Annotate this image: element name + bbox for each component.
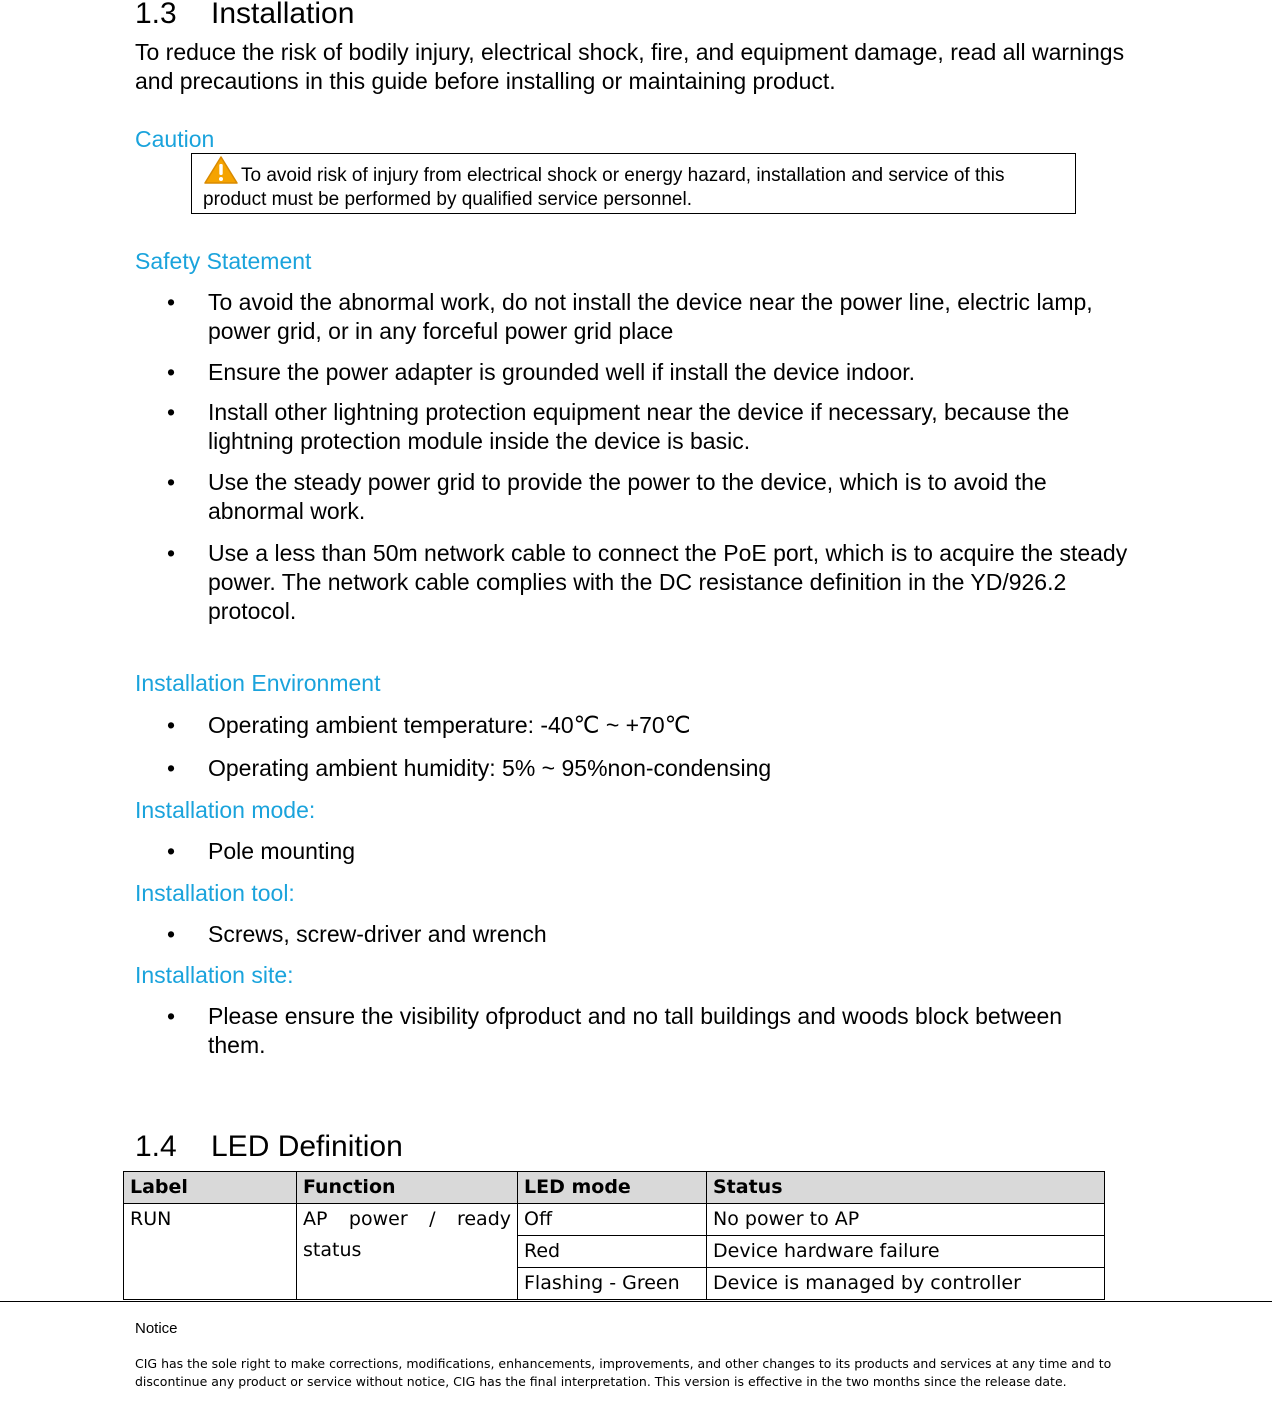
safety-item: Install other lightning protection equipment near the device if necessary, because the lightning protection module inside the device is basic. xyxy=(208,399,1070,454)
warning-triangle-icon xyxy=(203,155,239,185)
table-row xyxy=(124,1204,1105,1236)
bullet-glyph: • xyxy=(167,359,176,385)
bullet-glyph: • xyxy=(167,921,176,947)
environment-item: Operating ambient humidity: 5% ~ 95%non-condensing xyxy=(208,755,772,781)
cell-led-mode: Off xyxy=(518,1204,707,1236)
installation-intro: To reduce the risk of bodily injury, electrical shock, fire, and equipment damage, read all warnings and precautions in this guide before installing or maintaining product. xyxy=(135,39,1125,94)
site-item: Please ensure the visibility ofproduct and no tall buildings and woods block between them. xyxy=(208,1003,1063,1058)
safety-heading: Safety Statement xyxy=(135,248,312,274)
tool-heading: Installation tool: xyxy=(135,880,295,906)
led-definition-table xyxy=(123,1171,1105,1300)
safety-item: Use the steady power grid to provide the power to the device, which is to avoid the abnormal work. xyxy=(208,469,1047,524)
caution-label: Caution xyxy=(135,126,215,152)
bullet-glyph: • xyxy=(167,712,176,738)
environment-heading: Installation Environment xyxy=(135,670,381,696)
cell-led-mode: Flashing - Green xyxy=(518,1268,707,1300)
table-header-row xyxy=(124,1172,1105,1204)
mode-heading: Installation mode: xyxy=(135,797,316,823)
bullet-glyph: • xyxy=(167,289,176,315)
site-heading: Installation site: xyxy=(135,962,294,988)
header-led-mode: LED mode xyxy=(518,1172,707,1204)
footer-notice: Notice xyxy=(135,1320,178,1337)
footer-divider xyxy=(0,1301,1272,1302)
caution-box xyxy=(191,153,1076,214)
footer-text: CIG has the sole right to make corrections, modifications, enhancements, improvements, and other changes to its products and services at any time and to discontinue any product or service without notice, CIG has the final interpretation. This version is effective in the two months since the release date. xyxy=(135,1356,1112,1389)
mode-item: Pole mounting xyxy=(208,838,356,864)
header-status: Status xyxy=(707,1172,1105,1204)
safety-item: To avoid the abnormal work, do not install the device near the power line, electric lamp, power grid, or in any forceful power grid place xyxy=(208,289,1093,344)
environment-item: Operating ambient temperature: -40℃ ~ +70℃ xyxy=(208,712,691,738)
cell-status: No power to AP xyxy=(707,1204,1105,1236)
section-number: 1.3 xyxy=(135,0,177,30)
cell-status: Device is managed by controller xyxy=(707,1268,1105,1300)
section-heading-installation xyxy=(135,0,354,31)
caution-text: To avoid risk of injury from electrical shock or energy hazard, installation and service of this product must be performed by qualified service personnel. xyxy=(203,165,1005,210)
safety-item: Use a less than 50m network cable to connect the PoE port, which is to acquire the steady power. The network cable complies with the DC resistance definition in the YD/926.2 protocol. xyxy=(208,540,1128,624)
header-label: Label xyxy=(124,1172,297,1204)
bullet-glyph: • xyxy=(167,540,176,566)
bullet-glyph: • xyxy=(167,469,176,495)
cell-function: AP power / ready status xyxy=(297,1204,518,1300)
header-function: Function xyxy=(297,1172,518,1204)
section-title: Installation xyxy=(211,0,355,30)
cell-label: RUN xyxy=(124,1204,297,1300)
bullet-glyph: • xyxy=(167,1003,176,1029)
section-number: 1.4 xyxy=(135,1130,177,1163)
section-heading-led xyxy=(135,1130,403,1164)
cell-status: Device hardware failure xyxy=(707,1236,1105,1268)
bullet-glyph: • xyxy=(167,755,176,781)
section-title: LED Definition xyxy=(211,1130,403,1163)
cell-led-mode: Red xyxy=(518,1236,707,1268)
tool-item: Screws, screw-driver and wrench xyxy=(208,921,547,947)
bullet-glyph: • xyxy=(167,838,176,864)
bullet-glyph: • xyxy=(167,399,176,425)
safety-item: Ensure the power adapter is grounded well if install the device indoor. xyxy=(208,359,916,385)
